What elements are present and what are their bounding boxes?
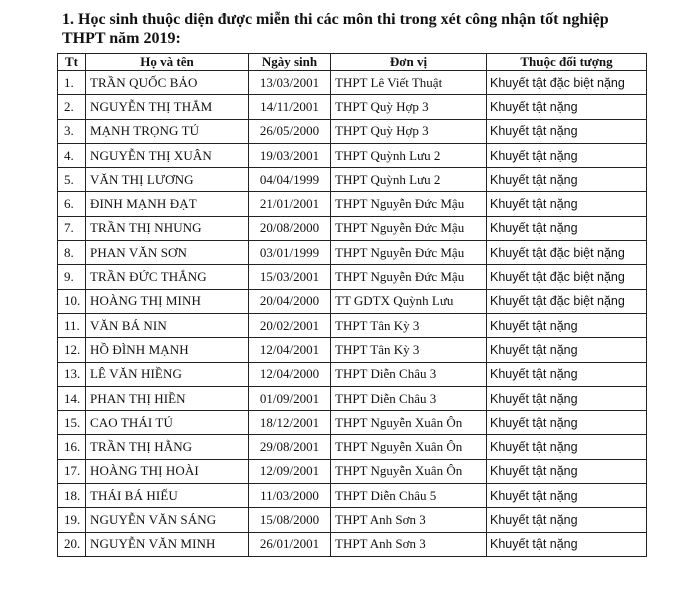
cell-category: Khuyết tật nặng (487, 362, 647, 386)
cell-category: Khuyết tật nặng (487, 119, 647, 143)
cell-dob: 26/05/2000 (249, 119, 331, 143)
cell-name: VĂN BÁ NIN (86, 313, 249, 337)
cell-unit: THPT Nguyễn Đức Mậu (331, 192, 487, 216)
table-row (58, 313, 647, 337)
table-row (58, 459, 647, 483)
cell-tt: 14. (58, 386, 86, 410)
section-heading (62, 10, 682, 48)
cell-category: Khuyết tật nặng (487, 95, 647, 119)
cell-name: TRẦN THỊ HẰNG (86, 435, 249, 459)
cell-category: Khuyết tật đặc biệt nặng (487, 71, 647, 95)
exempt-students-table (57, 53, 647, 557)
cell-dob: 12/09/2001 (249, 459, 331, 483)
cell-name: NGUYỄN THỊ XUÂN (86, 143, 249, 167)
cell-name: PHAN THỊ HIỀN (86, 386, 249, 410)
cell-name: CAO THÁI TÚ (86, 411, 249, 435)
cell-tt: 12. (58, 338, 86, 362)
cell-dob: 18/12/2001 (249, 411, 331, 435)
cell-category: Khuyết tật nặng (487, 386, 647, 410)
cell-category: Khuyết tật đặc biệt nặng (487, 265, 647, 289)
cell-dob: 20/04/2000 (249, 289, 331, 313)
cell-category: Khuyết tật nặng (487, 168, 647, 192)
cell-dob: 03/01/1999 (249, 241, 331, 265)
cell-category: Khuyết tật nặng (487, 143, 647, 167)
cell-unit: THPT Nguyễn Đức Mậu (331, 216, 487, 240)
cell-name: TRẦN QUỐC BẢO (86, 71, 249, 95)
cell-tt: 17. (58, 459, 86, 483)
table-row (58, 484, 647, 508)
cell-unit: THPT Nguyễn Xuân Ôn (331, 411, 487, 435)
cell-tt: 19. (58, 508, 86, 532)
cell-category: Khuyết tật đặc biệt nặng (487, 241, 647, 265)
cell-unit: THPT Anh Sơn 3 (331, 532, 487, 556)
cell-unit: THPT Tân Kỳ 3 (331, 338, 487, 362)
cell-tt: 15. (58, 411, 86, 435)
table-row (58, 386, 647, 410)
cell-name: TRẦN THỊ NHUNG (86, 216, 249, 240)
cell-name: NGUYỄN VĂN SÁNG (86, 508, 249, 532)
table-row (58, 216, 647, 240)
cell-name: HỒ ĐÌNH MẠNH (86, 338, 249, 362)
cell-unit: THPT Quỳ Hợp 3 (331, 119, 487, 143)
cell-unit: THPT Anh Sơn 3 (331, 508, 487, 532)
table-row (58, 143, 647, 167)
cell-unit: THPT Tân Kỳ 3 (331, 313, 487, 337)
table-row (58, 532, 647, 556)
cell-dob: 19/03/2001 (249, 143, 331, 167)
cell-category: Khuyết tật nặng (487, 216, 647, 240)
header-name: Họ và tên (86, 54, 249, 71)
cell-tt: 5. (58, 168, 86, 192)
cell-category: Khuyết tật nặng (487, 411, 647, 435)
cell-tt: 8. (58, 241, 86, 265)
cell-category: Khuyết tật nặng (487, 508, 647, 532)
cell-unit: THPT Quỳ Hợp 3 (331, 95, 487, 119)
cell-unit: THPT Nguyễn Xuân Ôn (331, 459, 487, 483)
cell-tt: 7. (58, 216, 86, 240)
cell-category: Khuyết tật nặng (487, 192, 647, 216)
table-row (58, 95, 647, 119)
cell-category: Khuyết tật đặc biệt nặng (487, 289, 647, 313)
cell-tt: 9. (58, 265, 86, 289)
table-row (58, 411, 647, 435)
cell-category: Khuyết tật nặng (487, 338, 647, 362)
table-row (58, 241, 647, 265)
cell-name: NGUYỄN VĂN MINH (86, 532, 249, 556)
cell-tt: 4. (58, 143, 86, 167)
cell-unit: THPT Diễn Châu 3 (331, 386, 487, 410)
cell-dob: 26/01/2001 (249, 532, 331, 556)
cell-name: VĂN THỊ LƯƠNG (86, 168, 249, 192)
table-row (58, 119, 647, 143)
cell-tt: 1. (58, 71, 86, 95)
cell-name: MẠNH TRỌNG TÚ (86, 119, 249, 143)
cell-name: HOÀNG THỊ HOÀI (86, 459, 249, 483)
cell-dob: 12/04/2001 (249, 338, 331, 362)
cell-tt: 11. (58, 313, 86, 337)
cell-dob: 01/09/2001 (249, 386, 331, 410)
cell-name: NGUYỄN THỊ THẮM (86, 95, 249, 119)
cell-tt: 2. (58, 95, 86, 119)
table-row (58, 192, 647, 216)
cell-category: Khuyết tật nặng (487, 459, 647, 483)
heading-line-1: 1. Học sinh thuộc diện được miễn thi các môn thi trong xét công nhận tốt nghiệp (62, 11, 609, 28)
cell-tt: 16. (58, 435, 86, 459)
cell-dob: 21/01/2001 (249, 192, 331, 216)
cell-dob: 11/03/2000 (249, 484, 331, 508)
table-row (58, 71, 647, 95)
cell-category: Khuyết tật nặng (487, 313, 647, 337)
cell-tt: 10. (58, 289, 86, 313)
heading-line-2: THPT năm 2019: (62, 30, 181, 47)
cell-name: HOÀNG THỊ MINH (86, 289, 249, 313)
header-unit: Đơn vị (331, 54, 487, 71)
cell-unit: TT GDTX Quỳnh Lưu (331, 289, 487, 313)
cell-unit: THPT Diễn Châu 5 (331, 484, 487, 508)
cell-dob: 15/08/2000 (249, 508, 331, 532)
table-header-row (58, 54, 647, 71)
table-row (58, 168, 647, 192)
cell-unit: THPT Nguyễn Xuân Ôn (331, 435, 487, 459)
cell-dob: 20/08/2000 (249, 216, 331, 240)
cell-name: LÊ VĂN HIỀNG (86, 362, 249, 386)
table-row (58, 338, 647, 362)
cell-tt: 20. (58, 532, 86, 556)
table-row (58, 435, 647, 459)
cell-unit: THPT Quỳnh Lưu 2 (331, 143, 487, 167)
header-category: Thuộc đối tượng (487, 54, 647, 71)
cell-tt: 18. (58, 484, 86, 508)
cell-unit: THPT Diễn Châu 3 (331, 362, 487, 386)
cell-name: ĐINH MẠNH ĐẠT (86, 192, 249, 216)
cell-category: Khuyết tật nặng (487, 484, 647, 508)
cell-tt: 3. (58, 119, 86, 143)
cell-name: THÁI BÁ HIẾU (86, 484, 249, 508)
header-tt: Tt (58, 54, 86, 71)
header-dob: Ngày sinh (249, 54, 331, 71)
cell-dob: 29/08/2001 (249, 435, 331, 459)
cell-dob: 15/03/2001 (249, 265, 331, 289)
cell-unit: THPT Quỳnh Lưu 2 (331, 168, 487, 192)
table-row (58, 265, 647, 289)
table-row (58, 508, 647, 532)
cell-tt: 6. (58, 192, 86, 216)
table-row (58, 289, 647, 313)
cell-category: Khuyết tật nặng (487, 532, 647, 556)
cell-dob: 12/04/2000 (249, 362, 331, 386)
cell-dob: 14/11/2001 (249, 95, 331, 119)
cell-unit: THPT Nguyễn Đức Mậu (331, 241, 487, 265)
cell-dob: 13/03/2001 (249, 71, 331, 95)
cell-dob: 04/04/1999 (249, 168, 331, 192)
cell-dob: 20/02/2001 (249, 313, 331, 337)
cell-name: TRẦN ĐỨC THẮNG (86, 265, 249, 289)
table-body (58, 71, 647, 557)
cell-unit: THPT Nguyễn Đức Mậu (331, 265, 487, 289)
cell-unit: THPT Lê Viết Thuật (331, 71, 487, 95)
cell-category: Khuyết tật nặng (487, 435, 647, 459)
cell-tt: 13. (58, 362, 86, 386)
table-row (58, 362, 647, 386)
cell-name: PHAN VĂN SƠN (86, 241, 249, 265)
